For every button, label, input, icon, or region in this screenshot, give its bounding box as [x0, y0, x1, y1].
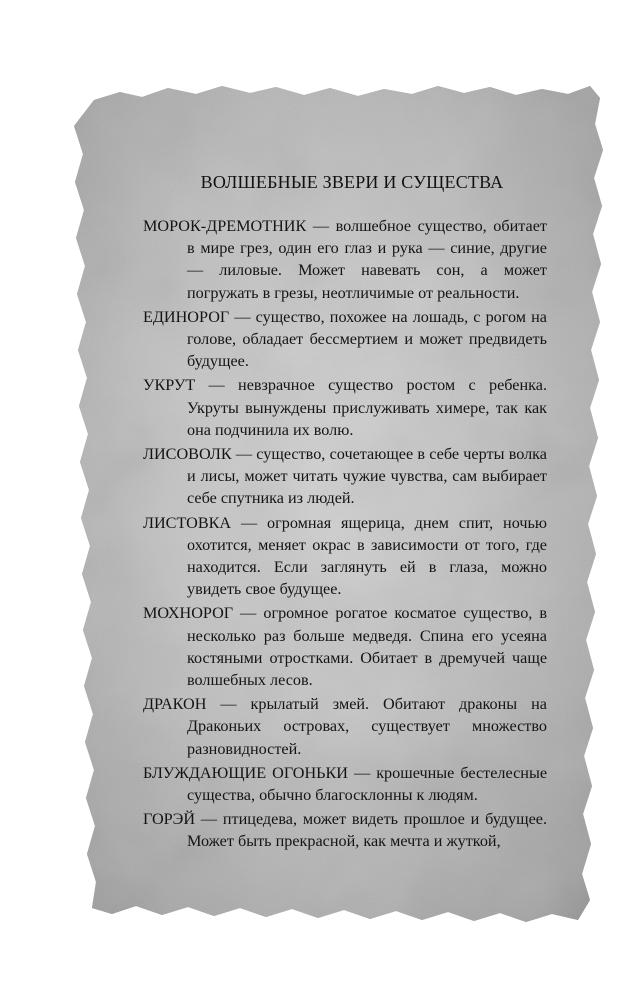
entry-term: БЛУЖДАЮЩИЕ ОГОНЬКИ [143, 763, 348, 782]
entry-definition: — крылатый змей. Обитают драконы на Драконьих островах, существует множество разновидностей. [187, 695, 547, 758]
glossary-content [143, 172, 547, 855]
entry-definition: — существо, похожее на лошадь, с рогом на голове, обладает бессмертием и может предвидеть будущее. [187, 307, 547, 371]
entry-term: ГОРЭЙ [143, 810, 196, 829]
entry-definition: — невзрачное существо ростом с ребенка. Укруты вынуждены прислуживать химере, так как она подчинила их волю. [187, 376, 547, 439]
entry-term: ЕДИНОРОГ [143, 307, 230, 326]
entry-term: ЛИСТОВКА [143, 513, 232, 532]
glossary-entry [143, 374, 547, 441]
entry-definition: — птицедева, может видеть прошлое и будущее. Может быть прекрасной, как мечта и жуткой, [187, 810, 547, 851]
glossary-entry [143, 693, 547, 760]
entry-definition: — крошечные бестелесные существа, обычно благосклонны к людям. [187, 763, 548, 805]
entry-definition: — огромная ящерица, днем спит, ночью охотится, меняет окрас в зависимости от того, где находится. Если заглянуть ей в глаза, можно увидеть свое будущее. [187, 513, 547, 599]
entry-term: МОХНОРОГ [143, 604, 234, 623]
glossary-entry [143, 602, 547, 691]
entry-term: ЛИСОВОЛК [143, 445, 232, 464]
entry-term: ДРАКОН [143, 695, 207, 714]
glossary-entry [143, 306, 547, 373]
glossary-entry [143, 512, 547, 601]
entry-term: УКРУТ [143, 376, 196, 395]
glossary-entry [143, 808, 547, 852]
glossary-entry [143, 215, 547, 304]
entry-definition: — огромное рогатое косматое существо, в несколько раз больше медведя. Спина его усеяна костяными отростками. Обитает в дремучей чаще волшебных лесов. [187, 604, 547, 690]
page-title: ВОЛШЕБНЫЕ ЗВЕРИ И СУЩЕСТВА [200, 172, 504, 192]
entry-definition: — существо, сочетающее в себе черты волка и лисы, может читать чужие чувства, сам выбирает себе спутника из людей. [187, 445, 547, 508]
entry-definition: — волшебное существо, обитает в мире грез, один его глаз и рука — синие, другие — лиловые. Может навевать сон, а может погружать в грезы, неотличимые от реальности. [187, 217, 547, 302]
entry-term: МОРОК-ДРЕМОТНИК [143, 217, 307, 235]
glossary-entry [143, 443, 547, 510]
glossary-entry [143, 762, 547, 806]
